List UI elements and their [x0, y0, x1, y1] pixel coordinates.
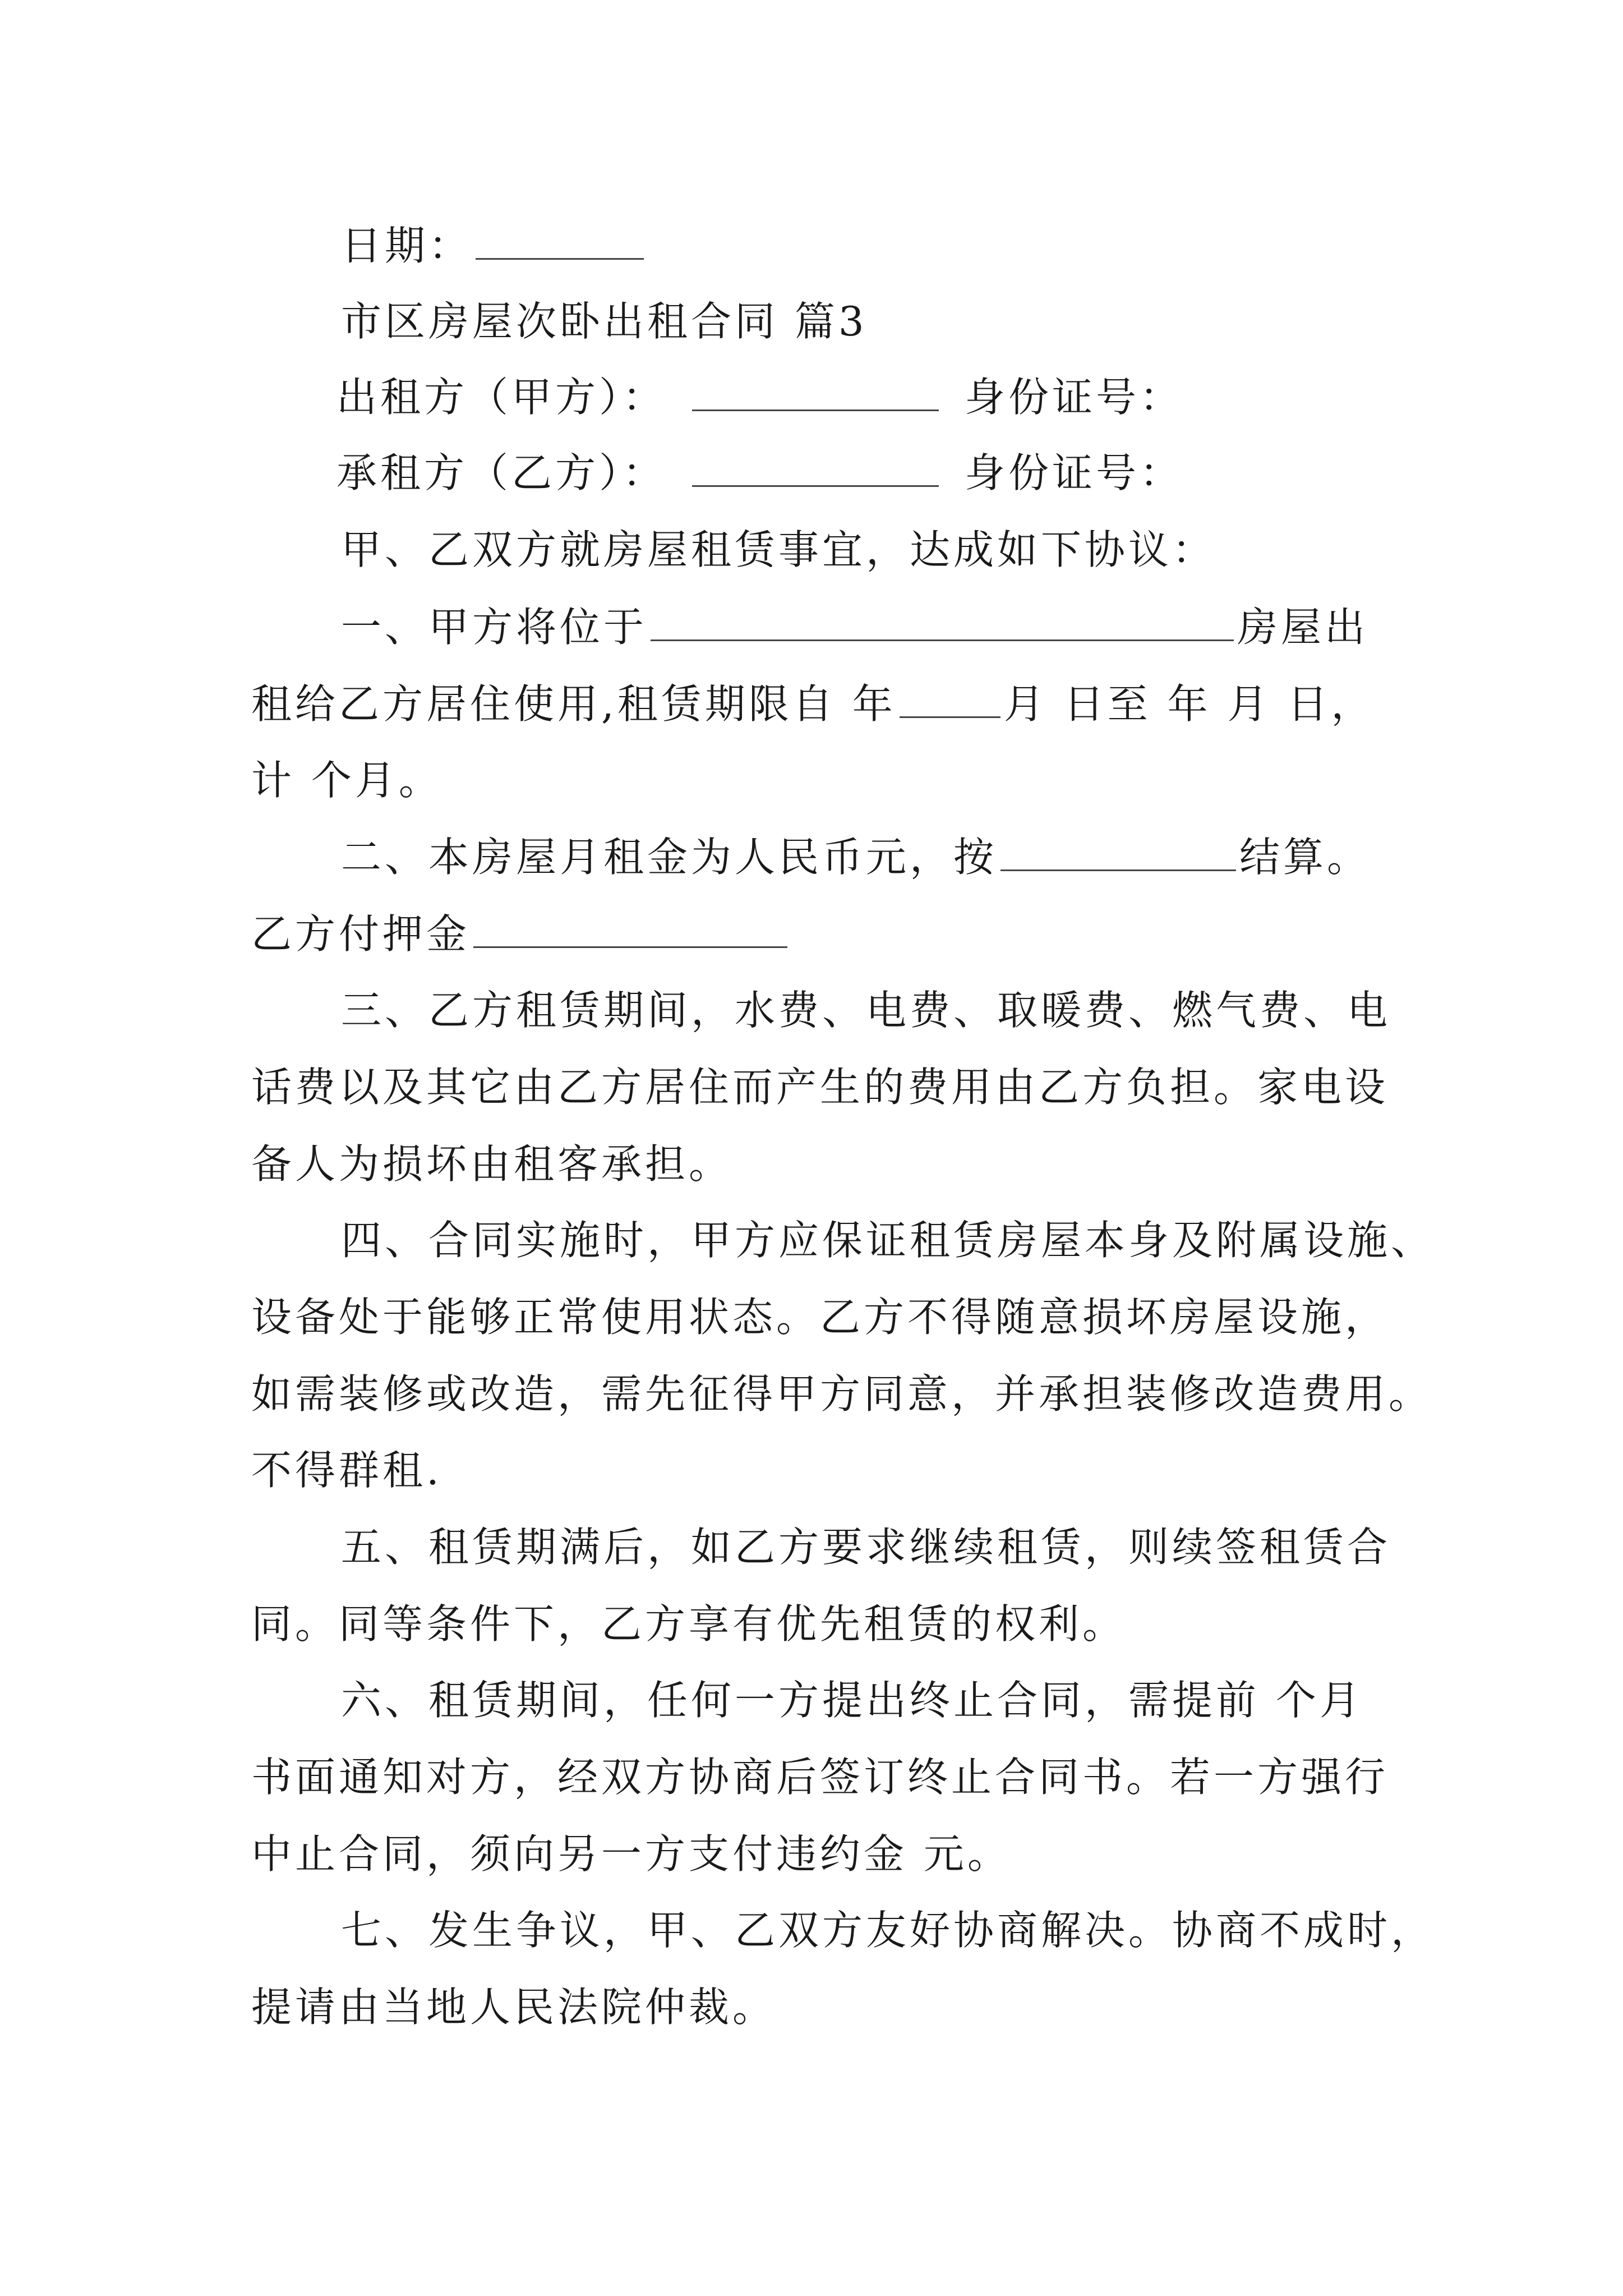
lessor-id-label: 身份证号：	[965, 374, 1184, 421]
clause1-line3	[0, 742, 1623, 818]
clause5-line1	[0, 1509, 1623, 1585]
clause4-line2	[0, 1279, 1623, 1355]
clause6-line3	[0, 1816, 1623, 1892]
lessee-id-label: 身份证号：	[965, 449, 1184, 496]
clause2-text-a: 二、本房屋月租金为人民币元，按	[341, 834, 998, 881]
clause1-line2-b: 月 日至 年 月 日，	[1003, 680, 1375, 728]
lessee-label: 承租方（乙方）：	[336, 449, 667, 496]
clause5-line2	[0, 1586, 1623, 1662]
lessor-name-blank	[692, 376, 939, 411]
clause2-settlement-blank	[1000, 836, 1236, 871]
clause4-line3	[0, 1356, 1623, 1432]
clause3-text-3: 备人为损坏由租客承担。	[251, 1140, 733, 1188]
clause1-line1	[0, 589, 1623, 665]
clause3-text-2: 话费以及其它由乙方居住而产生的费用由乙方负担。家电设	[251, 1064, 1389, 1111]
clause3-line3	[0, 1126, 1623, 1202]
clause4-text-2: 设备处于能够正常使用状态。乙方不得随意损坏房屋设施，	[251, 1294, 1389, 1341]
clause1-line3-text: 计 个月。	[251, 757, 442, 804]
lessor-line	[0, 359, 1623, 435]
lessee-line	[0, 435, 1623, 511]
clause2-line1	[0, 819, 1623, 895]
clause4-text-4: 不得群租.	[251, 1447, 442, 1494]
clause2-deposit-blank	[473, 913, 787, 948]
clause7-text-2: 提请由当地人民法院仲裁。	[251, 1984, 777, 2031]
lessee-name-blank	[692, 452, 939, 487]
clause2-line2	[0, 896, 1623, 972]
document-title	[0, 283, 1623, 360]
lessor-label: 出租方（甲方）：	[336, 374, 667, 421]
date-label: 日期：	[341, 222, 473, 269]
clause5-text-2: 同。同等条件下，乙方享有优先租赁的权利。	[251, 1600, 1127, 1648]
clause1-text-b: 房屋出	[1237, 604, 1369, 651]
clause1-term-blank	[900, 683, 1000, 718]
clause6-text-2: 书面通知对方，经双方协商后签订终止合同书。若一方强行	[251, 1754, 1389, 1801]
clause4-line1	[0, 1202, 1623, 1278]
clause1-address-blank	[651, 606, 1234, 641]
intro-text: 甲、乙双方就房屋租赁事宜，达成如下协议：	[341, 526, 1216, 573]
clause6-text-3: 中止合同，须向另一方支付违约金 元。	[251, 1830, 1011, 1878]
clause5-text-1: 五、租赁期满后，如乙方要求继续租赁，则续签租赁合	[341, 1524, 1391, 1571]
clause2-text-b: 结算。	[1239, 834, 1371, 881]
clause6-line1	[0, 1662, 1623, 1738]
clause1-text-a: 一、甲方将位于	[341, 604, 648, 651]
clause6-text-1: 六、租赁期间，任何一方提出终止合同，需提前 个月	[341, 1677, 1363, 1724]
clause3-line2	[0, 1049, 1623, 1125]
clause1-line2-a: 租给乙方居住使用,租赁期限自 年	[251, 680, 896, 728]
date-line	[0, 208, 1623, 284]
clause4-text-3: 如需装修或改造，需先征得甲方同意，并承担装修改造费用。	[251, 1370, 1433, 1418]
title-text: 市区房屋次卧出租合同 篇3	[341, 298, 868, 345]
clause7-line1	[0, 1892, 1623, 1968]
date-blank	[476, 224, 644, 260]
clause4-line4	[0, 1432, 1623, 1508]
clause7-line2	[0, 1969, 1623, 2045]
clause4-text-1: 四、合同实施时，甲方应保证租赁房屋本身及附属设施、	[341, 1217, 1435, 1264]
clause3-text-1: 三、乙方租赁期间，水费、电费、取暖费、燃气费、电	[341, 987, 1391, 1034]
intro-line	[0, 512, 1623, 588]
clause1-line2	[0, 666, 1623, 742]
clause2-line2-text: 乙方付押金	[251, 910, 471, 958]
clause6-line2	[0, 1739, 1623, 1815]
clause7-text-1: 七、发生争议，甲、乙双方友好协商解决。协商不成时，	[341, 1907, 1435, 1954]
clause3-line1	[0, 972, 1623, 1048]
